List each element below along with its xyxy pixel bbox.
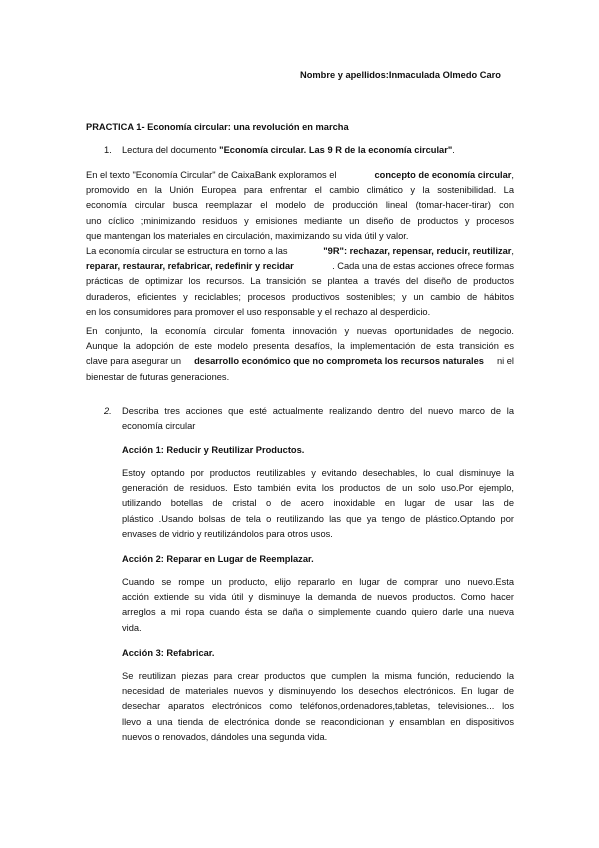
accion-1-heading: Acción 1: Reducir y Reutilizar Productos. bbox=[122, 445, 305, 455]
item-1-text: Lectura del documento "Economía circular. Las 9 R de la economía circular". bbox=[122, 145, 455, 155]
accion-3-body: Se reutilizan piezas para crear productos que cumplen la misma función, reduciendo la necesidad de materiales nuevos y disminuyendo los desechos electrónicos. En lugar de desechar aparatos electrónicos como teléfonos,ordenadores,tabletas, televisiones... los llevo a una tienda de electrónica donde se reacondicionan y ensamblan en dispositivos nuevos o renovados, dándoles una segunda vida. bbox=[122, 671, 514, 742]
item-1-doc-title: "Economía circular. Las 9 R de la economía circular" bbox=[219, 145, 453, 155]
p2-line-4: duraderos, eficientes y reciclables; procesos productivos sostenibles; y un cambio de hábitos bbox=[86, 291, 514, 302]
accion-2-heading: Acción 2: Reparar en Lugar de Reemplazar. bbox=[122, 554, 314, 564]
item-1-number: 1. bbox=[104, 145, 112, 155]
p2-line-5: en los consumidores para promover el uso responsable y el rechazo al desperdicio. bbox=[86, 306, 431, 317]
p3-line-3: clave para asegurar un desarrollo económico que no comprometa los recursos naturales ni el bbox=[86, 356, 514, 367]
p3-line-2: Aunque la adopción de este modelo presenta desafíos, la implementación de esta transición es bbox=[86, 341, 514, 352]
document-title: PRACTICA 1- Economía circular: una revolución en marcha bbox=[86, 122, 349, 132]
p2-line-3: prácticas de optimizar los recursos. La transición se plantea a través del diseño de productos bbox=[86, 276, 514, 287]
p1-line-3: economía circular busca reemplazar el modelo de producción lineal (tomar-hacer-tirar) con bbox=[86, 200, 514, 211]
author-line: Nombre y apellidos:Inmaculada Olmedo Caro bbox=[300, 70, 501, 80]
paragraph-3 bbox=[86, 324, 514, 385]
p1-line-2: promovido en la Unión Europea para enfrentar el cambio climático y la sostenibilidad. La bbox=[86, 185, 514, 196]
item-2-text: Describa tres acciones que esté actualmente realizando dentro del nuevo marco de la economía circular bbox=[122, 406, 514, 432]
paragraph-2 bbox=[86, 244, 514, 320]
accion-3-heading: Acción 3: Refabricar. bbox=[122, 648, 215, 658]
accion-1-body: Estoy optando por productos reutilizables y evitando desechables, lo cual disminuye la generación de residuos. Esto también evita los productos de un solo uso.Por ejemplo, utilizando botellas de cristal o de acero inoxidable en lugar de usar las de plástico .Usando bolsas de tela o reutilizando las que ya tengo de plástico.Optando por envases de vidrio y reutilizándolos para otros usos. bbox=[122, 468, 514, 539]
item-2-number: 2. bbox=[104, 406, 112, 416]
accion-2-body: Cuando se rompe un producto, elijo repararlo en lugar de comprar uno nuevo.Esta acción extiende su vida útil y disminuye la demanda de nuevos productos. Como hacer arreglos a mi ropa cuando ésta se daña o simplemente cuando quiero darle una nueva vida. bbox=[122, 577, 514, 633]
paragraph-1 bbox=[86, 168, 514, 244]
p3-line-4: bienestar de futuras generaciones. bbox=[86, 371, 230, 382]
p2-line-2: reparar, restaurar, refabricar, redefinir y recidar . Cada una de estas acciones ofrece formas bbox=[86, 261, 514, 272]
p2-line-1: La economía circular se estructura en torno a las "9R": rechazar, repensar, reducir, reutilizar, bbox=[86, 246, 514, 256]
p1-line-1: En el texto "Economía Circular" de CaixaBank exploramos el concepto de economía circular, bbox=[86, 170, 514, 180]
p3-line-1: En conjunto, la economía circular fomenta innovación y nuevas oportunidades de negocio. bbox=[86, 326, 514, 336]
p1-line-5: que mantengan los materiales en circulación, maximizando su vida útil y valor. bbox=[86, 230, 409, 241]
p1-line-4: uno cíclico ;minimizando residuos y emisiones mediante un diseño de productos y procesos bbox=[86, 215, 514, 226]
